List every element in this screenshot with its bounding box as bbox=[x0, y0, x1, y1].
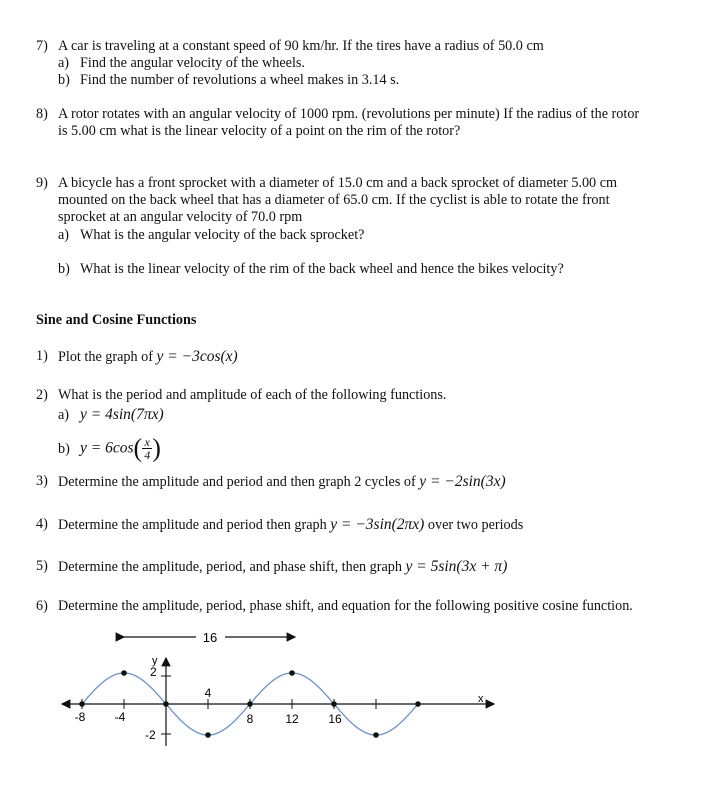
problem-number: 6) bbox=[36, 598, 48, 614]
x-axis-label: x bbox=[478, 693, 484, 705]
question-text: sprocket at an angular velocity of 70.0 rpm bbox=[58, 209, 303, 225]
section-heading: Sine and Cosine Functions bbox=[36, 312, 197, 328]
key-point bbox=[121, 670, 127, 676]
fraction-numerator: x bbox=[142, 436, 152, 449]
problem-text: Determine the amplitude and period then graph bbox=[58, 517, 327, 533]
key-point bbox=[331, 701, 337, 707]
question-number: 8) bbox=[36, 106, 48, 122]
key-point bbox=[79, 701, 85, 707]
problem-text: Determine the amplitude and period and then graph 2 cycles of bbox=[58, 474, 416, 490]
key-point bbox=[415, 701, 421, 707]
question-text: A bicycle has a front sprocket with a diameter of 15.0 cm and a back sprocket of diameter 5.00 cm bbox=[58, 175, 618, 191]
problem-text: Determine the amplitude, period, and phase shift, then graph bbox=[58, 559, 402, 575]
key-point bbox=[163, 701, 169, 707]
part-label: b) bbox=[58, 261, 70, 277]
part-text: What is the linear velocity of the rim of the back wheel and hence the bikes velocity? bbox=[80, 261, 564, 277]
key-point bbox=[373, 732, 379, 738]
equation: y = −3sin(2πx) bbox=[330, 516, 425, 533]
fraction bbox=[142, 436, 152, 461]
equation: y = 4sin(7πx) bbox=[80, 406, 164, 423]
y-tick-label: 2 bbox=[150, 665, 157, 679]
part-label: a) bbox=[58, 227, 70, 243]
problem-text: Plot the graph of bbox=[58, 349, 153, 365]
equation: y = −3cos(x) bbox=[156, 348, 238, 365]
part-label: a) bbox=[58, 55, 70, 71]
key-point bbox=[205, 732, 211, 738]
y-tick-label: -2 bbox=[145, 728, 156, 742]
question-text: is 5.00 cm what is the linear velocity of a point on the rim of the rotor? bbox=[58, 123, 461, 139]
x-tick-label: 12 bbox=[285, 712, 299, 726]
x-tick-label: -4 bbox=[114, 710, 126, 724]
fraction-denominator: 4 bbox=[144, 448, 151, 463]
question-text: A car is traveling at a constant speed of 90 km/hr. If the tires have a radius of 50.0 cm bbox=[58, 38, 544, 54]
problem-text: over two periods bbox=[427, 517, 524, 533]
part-text: Find the number of revolutions a wheel makes in 3.14 s. bbox=[80, 72, 400, 88]
question-text: A rotor rotates with an angular velocity of 1000 rpm. (revolutions per minute) If the radius of the rotor bbox=[58, 106, 640, 122]
period-label: 16 bbox=[202, 630, 218, 645]
problem-number: 4) bbox=[36, 516, 48, 532]
x-tick-label: 16 bbox=[328, 712, 342, 726]
key-point bbox=[289, 670, 295, 676]
part-text: Find the angular velocity of the wheels. bbox=[80, 55, 305, 71]
right-paren: ) bbox=[152, 433, 161, 463]
part-text: What is the angular velocity of the back sprocket? bbox=[80, 227, 365, 243]
x-tick-label: 4 bbox=[204, 686, 212, 700]
question-text: mounted on the back wheel that has a diameter of 65.0 cm. If the cyclist is able to rotate the front bbox=[58, 192, 610, 208]
part-label: a) bbox=[58, 407, 70, 423]
problem-number: 3) bbox=[36, 473, 48, 489]
left-paren: ( bbox=[133, 433, 143, 463]
equation: y = 6cos bbox=[80, 439, 134, 457]
question-number: 9) bbox=[36, 175, 48, 191]
part-label: b) bbox=[58, 441, 70, 457]
problem-number: 2) bbox=[36, 387, 48, 403]
question-number: 7) bbox=[36, 38, 48, 54]
cosine-graph bbox=[0, 620, 715, 770]
x-tick-label: 8 bbox=[246, 712, 254, 726]
equation: y = 5sin(3x + π) bbox=[405, 558, 508, 575]
x-tick-label: -8 bbox=[74, 710, 86, 724]
problem-text: Determine the amplitude, period, phase shift, and equation for the following positive cosine function. bbox=[58, 598, 633, 614]
equation: y = −2sin(3x) bbox=[419, 473, 506, 490]
problem-number: 1) bbox=[36, 348, 48, 364]
y-axis-label: y bbox=[152, 655, 158, 667]
problem-number: 5) bbox=[36, 558, 48, 574]
key-point bbox=[247, 701, 253, 707]
part-label: b) bbox=[58, 72, 70, 88]
problem-text: What is the period and amplitude of each of the following functions. bbox=[58, 387, 447, 403]
